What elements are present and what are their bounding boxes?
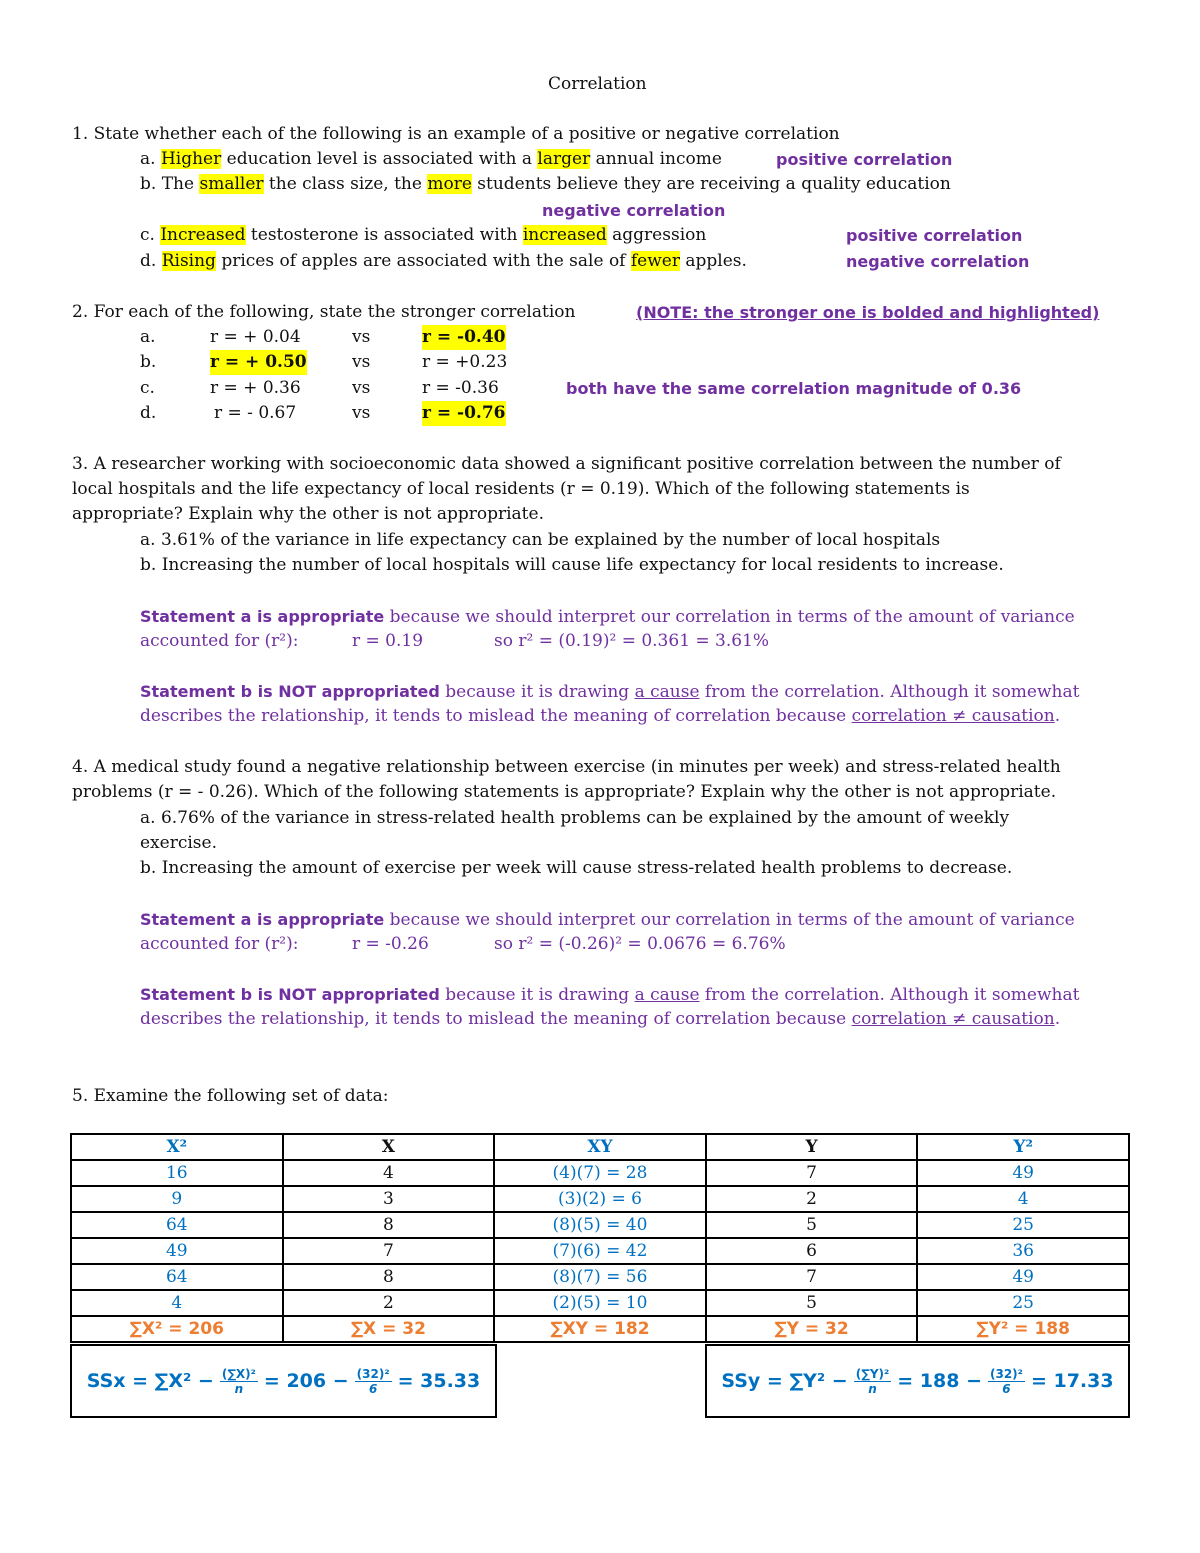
cell: (8)(5) = 40 bbox=[494, 1212, 706, 1238]
q1-item-b: b. The smaller the class size, the more students believe they are receiving a quality education bbox=[140, 174, 951, 194]
q2-left-b: r = + 0.50 bbox=[210, 350, 307, 375]
table-row bbox=[71, 1238, 1129, 1264]
q2-vs-d: vs bbox=[352, 403, 371, 423]
cell: (7)(6) = 42 bbox=[494, 1238, 706, 1264]
q2-prompt: 2. For each of the following, state the stronger correlation bbox=[72, 302, 576, 322]
cell: (2)(5) = 10 bbox=[494, 1290, 706, 1316]
q4-line1: 4. A medical study found a negative relationship between exercise (in minutes per week) and stress-related health bbox=[72, 757, 1061, 777]
q4-statement-a-line2: accounted for (r²): bbox=[140, 934, 299, 954]
q1-item-a: a. Higher education level is associated with a larger annual income bbox=[140, 149, 722, 169]
q4-line2: problems (r = - 0.26). Which of the following statements is appropriate? Explain why the other is not appropriate. bbox=[72, 782, 1057, 802]
header-x-squared: X² bbox=[71, 1134, 283, 1160]
ssy-mid: = 188 − bbox=[897, 1370, 982, 1392]
q3-statement-a-r: r = 0.19 bbox=[352, 631, 424, 651]
cell: 7 bbox=[706, 1160, 918, 1186]
cell: 3 bbox=[283, 1186, 495, 1212]
cell: 4 bbox=[283, 1160, 495, 1186]
header-x: X bbox=[283, 1134, 495, 1160]
q2-vs-b: vs bbox=[352, 352, 371, 372]
ssx-label: SSx = ∑X² − bbox=[86, 1370, 214, 1392]
cell: 2 bbox=[706, 1186, 918, 1212]
cell: 25 bbox=[917, 1212, 1129, 1238]
cell: 49 bbox=[917, 1160, 1129, 1186]
header-y-squared: Y² bbox=[917, 1134, 1129, 1160]
q2-right-d: r = -0.76 bbox=[422, 401, 506, 426]
q3-option-a: a. 3.61% of the variance in life expectancy can be explained by the number of local hospitals bbox=[140, 530, 941, 550]
cell: 4 bbox=[71, 1290, 283, 1316]
ssx-formula-box bbox=[70, 1344, 497, 1418]
table-sum-row bbox=[71, 1316, 1129, 1342]
q1-answer-c: positive correlation bbox=[846, 226, 1023, 245]
q4-statement-b-line2: describes the relationship, it tends to mislead the meaning of correlation because correlation ≠ causation. bbox=[140, 1009, 1061, 1029]
q5-prompt: 5. Examine the following set of data: bbox=[72, 1086, 389, 1106]
q3-line3: appropriate? Explain why the other is not appropriate. bbox=[72, 504, 544, 524]
table-header-row bbox=[71, 1134, 1129, 1160]
cell: 49 bbox=[917, 1264, 1129, 1290]
q3-statement-b: Statement b is NOT appropriated because it is drawing a cause from the correlation. Although it somewhat bbox=[140, 682, 1080, 702]
q2-label-d: d. bbox=[140, 403, 157, 423]
q4-option-a-line2: exercise. bbox=[140, 833, 217, 853]
ssx-result: = 35.33 bbox=[397, 1370, 481, 1392]
q1-item-d: d. Rising prices of apples are associated with the sale of fewer apples. bbox=[140, 251, 747, 271]
q4-statement-b: Statement b is NOT appropriated because it is drawing a cause from the correlation. Although it somewhat bbox=[140, 985, 1080, 1005]
cell: (8)(7) = 56 bbox=[494, 1264, 706, 1290]
q2-label-a: a. bbox=[140, 327, 156, 347]
cell: 4 bbox=[917, 1186, 1129, 1212]
cell: (4)(7) = 28 bbox=[494, 1160, 706, 1186]
q1-answer-d: negative correlation bbox=[846, 252, 1030, 271]
q4-option-b: b. Increasing the amount of exercise per week will cause stress-related health problems to decrease. bbox=[140, 858, 1013, 878]
cell: 9 bbox=[71, 1186, 283, 1212]
sum-y-squared: ∑Y² = 188 bbox=[917, 1316, 1129, 1342]
q3-option-b: b. Increasing the number of local hospitals will cause life expectancy for local residents to increase. bbox=[140, 555, 1004, 575]
page-title: Correlation bbox=[548, 74, 647, 94]
sum-x: ∑X = 32 bbox=[283, 1316, 495, 1342]
q2-label-c: c. bbox=[140, 378, 155, 398]
cell: 25 bbox=[917, 1290, 1129, 1316]
q2-left-d: r = - 0.67 bbox=[214, 403, 297, 423]
q2-extra-c: both have the same correlation magnitude of 0.36 bbox=[566, 379, 1022, 398]
ssy-label: SSy = ∑Y² − bbox=[721, 1370, 848, 1392]
sum-y: ∑Y = 32 bbox=[706, 1316, 918, 1342]
q4-statement-a: Statement a is appropriate because we should interpret our correlation in terms of the amount of variance bbox=[140, 910, 1075, 930]
cell: 5 bbox=[706, 1212, 918, 1238]
q4-statement-a-calc: so r² = (-0.26)² = 0.0676 = 6.76% bbox=[494, 934, 786, 954]
header-xy: XY bbox=[494, 1134, 706, 1160]
cell: 8 bbox=[283, 1264, 495, 1290]
ssx-fraction-1: $\frac{\text{(∑X)²}}{n}$ bbox=[221, 1366, 256, 1396]
cell: (3)(2) = 6 bbox=[494, 1186, 706, 1212]
cell: 64 bbox=[71, 1264, 283, 1290]
ssy-fraction-2: $\frac{\text{(32)²}}{6}$ bbox=[990, 1366, 1023, 1396]
q1-item-c: c. Increased testosterone is associated with increased aggression bbox=[140, 225, 707, 245]
q2-vs-c: vs bbox=[352, 378, 371, 398]
q1-answer-a: positive correlation bbox=[776, 150, 953, 169]
q2-left-c: r = + 0.36 bbox=[210, 378, 301, 398]
q3-statement-b-line2: describes the relationship, it tends to mislead the meaning of correlation because correlation ≠ causation. bbox=[140, 706, 1061, 726]
cell: 7 bbox=[283, 1238, 495, 1264]
ssy-formula-box bbox=[705, 1344, 1130, 1418]
q3-line1: 3. A researcher working with socioeconomic data showed a significant positive correlation between the number of bbox=[72, 454, 1061, 474]
q3-statement-a-line2: accounted for (r²): bbox=[140, 631, 299, 651]
cell: 8 bbox=[283, 1212, 495, 1238]
table-row bbox=[71, 1160, 1129, 1186]
q2-right-a: r = -0.40 bbox=[422, 325, 506, 350]
q4-option-a: a. 6.76% of the variance in stress-related health problems can be explained by the amount of weekly bbox=[140, 808, 1010, 828]
cell: 16 bbox=[71, 1160, 283, 1186]
q1-answer-b: negative correlation bbox=[542, 201, 726, 220]
q2-label-b: b. bbox=[140, 352, 157, 372]
cell: 5 bbox=[706, 1290, 918, 1316]
sum-xy: ∑XY = 182 bbox=[494, 1316, 706, 1342]
q3-line2: local hospitals and the life expectancy of local residents (r = 0.19). Which of the following statements is bbox=[72, 479, 970, 499]
table-row bbox=[71, 1264, 1129, 1290]
ssy-fraction-1: $\frac{\text{(∑Y)²}}{n}$ bbox=[855, 1366, 890, 1396]
data-table bbox=[70, 1133, 1130, 1343]
cell: 7 bbox=[706, 1264, 918, 1290]
ssy-result: = 17.33 bbox=[1030, 1370, 1114, 1392]
q2-right-c: r = -0.36 bbox=[422, 378, 499, 398]
table-row bbox=[71, 1186, 1129, 1212]
q1-prompt: 1. State whether each of the following is an example of a positive or negative correlation bbox=[72, 124, 840, 144]
cell: 64 bbox=[71, 1212, 283, 1238]
q2-left-a: r = + 0.04 bbox=[210, 327, 301, 347]
q4-statement-a-r: r = -0.26 bbox=[352, 934, 429, 954]
table-row bbox=[71, 1212, 1129, 1238]
q2-right-b: r = +0.23 bbox=[422, 352, 508, 372]
sum-x-squared: ∑X² = 206 bbox=[71, 1316, 283, 1342]
q3-statement-a-calc: so r² = (0.19)² = 0.361 = 3.61% bbox=[494, 631, 770, 651]
q3-statement-a: Statement a is appropriate because we should interpret our correlation in terms of the amount of variance bbox=[140, 607, 1075, 627]
cell: 36 bbox=[917, 1238, 1129, 1264]
table-row bbox=[71, 1290, 1129, 1316]
q2-note: (NOTE: the stronger one is bolded and highlighted) bbox=[636, 303, 1100, 322]
cell: 49 bbox=[71, 1238, 283, 1264]
header-y: Y bbox=[706, 1134, 918, 1160]
q2-vs-a: vs bbox=[352, 327, 371, 347]
cell: 2 bbox=[283, 1290, 495, 1316]
ssx-fraction-2: $\frac{\text{(32)²}}{6}$ bbox=[356, 1366, 390, 1396]
cell: 6 bbox=[706, 1238, 918, 1264]
ssx-mid: = 206 − bbox=[263, 1370, 349, 1392]
